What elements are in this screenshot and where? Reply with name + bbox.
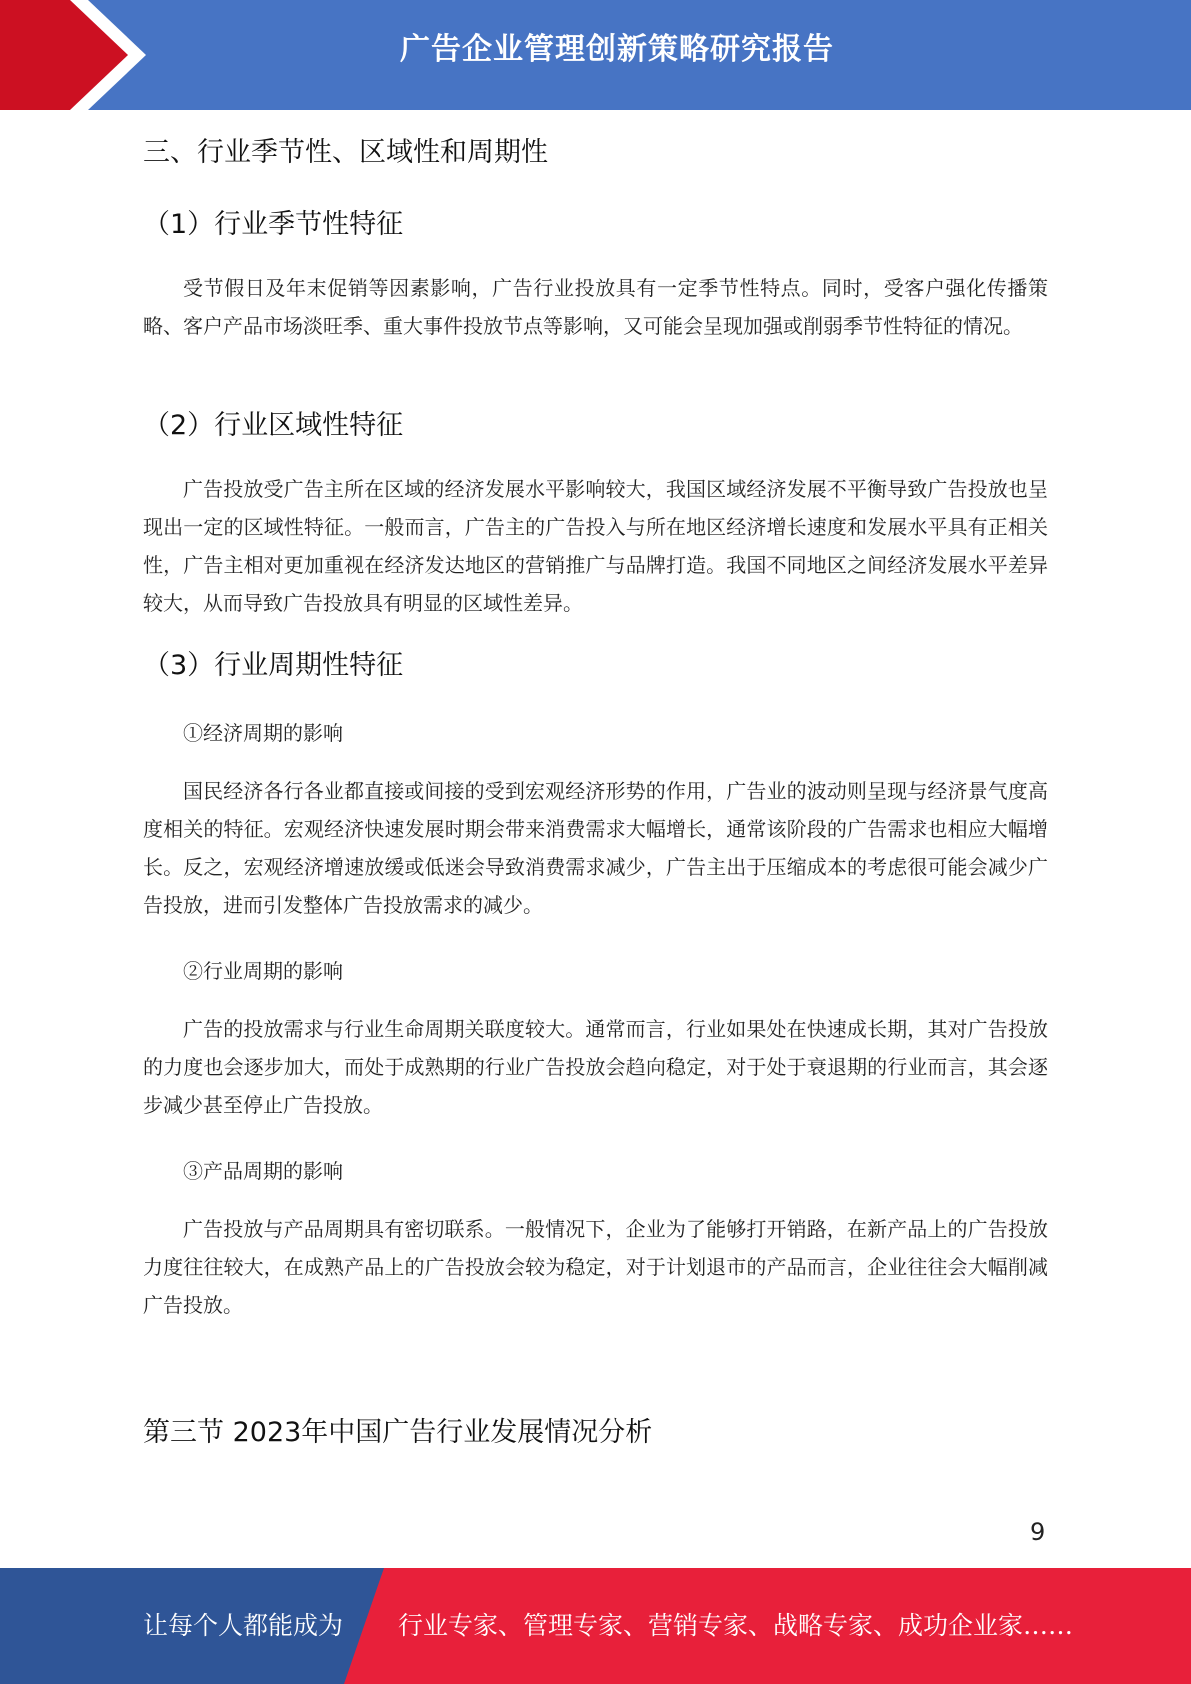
industry-cycle-label: ②行业周期的影响	[183, 959, 343, 983]
product-cycle-label: ③产品周期的影响	[183, 1159, 343, 1183]
next-section-heading: 第三节 2023年中国广告行业发展情况分析	[143, 1417, 653, 1448]
industry-cycle-paragraph: 广告的投放需求与行业生命周期关联度较大。通常而言，行业如果处在快速成长期，其对广告投放的力度也会逐步加大，而处于成熟期的行业广告投放会趋向稳定，对于处于衰退期的行业而言，其会逐步减少甚至停止广告投放。	[143, 1017, 1048, 1117]
subsection-heading-cyclicality: （3）行业周期性特征	[143, 650, 404, 681]
subsection-heading-regionality: （2）行业区域性特征	[143, 410, 404, 441]
header-band	[0, 0, 1191, 110]
footer-band	[0, 1568, 1191, 1684]
product-cycle-paragraph: 广告投放与产品周期具有密切联系。一般情况下，企业为了能够打开销路，在新产品上的广告投放力度往往较大，在成熟产品上的广告投放会较为稳定，对于计划退市的产品而言，企业往往会大幅削减广告投放。	[143, 1217, 1048, 1317]
footer-slogan-left: 让每个人都能成为	[143, 1611, 344, 1640]
seasonality-paragraph: 受节假日及年末促销等因素影响，广告行业投放具有一定季节性特点。同时，受客户强化传播策略、客户产品市场淡旺季、重大事件投放节点等影响，又可能会呈现加强或削弱季节性特征的情况。	[143, 276, 1048, 338]
page-number: 9	[1030, 1518, 1046, 1546]
economic-cycle-label: ①经济周期的影响	[183, 721, 343, 745]
economic-cycle-paragraph: 国民经济各行各业都直接或间接的受到宏观经济形势的作用，广告业的波动则呈现与经济景气度高度相关的特征。宏观经济快速发展时期会带来消费需求大幅增长，通常该阶段的广告需求也相应大幅增长。反之，宏观经济增速放缓或低迷会导致消费需求减少，广告主出于压缩成本的考虑很可能会减少广告投放，进而引发整体广告投放需求的减少。	[143, 779, 1048, 917]
section-heading: 三、行业季节性、区域性和周期性	[143, 137, 548, 168]
chevron-red	[0, 0, 128, 110]
report-title: 广告企业管理创新策略研究报告	[400, 32, 834, 67]
footer-slogan-right: 行业专家、管理专家、营销专家、战略专家、成功企业家……	[398, 1611, 1074, 1640]
header-chevron-decoration	[0, 0, 260, 110]
regionality-paragraph: 广告投放受广告主所在区域的经济发展水平影响较大，我国区域经济发展不平衡导致广告投放也呈现出一定的区域性特征。一般而言，广告主的广告投入与所在地区经济增长速度和发展水平具有正相关性，广告主相对更加重视在经济发达地区的营销推广与品牌打造。我国不同地区之间经济发展水平差异较大，从而导致广告投放具有明显的区域性差异。	[143, 477, 1048, 615]
subsection-heading-seasonality: （1）行业季节性特征	[143, 209, 404, 240]
